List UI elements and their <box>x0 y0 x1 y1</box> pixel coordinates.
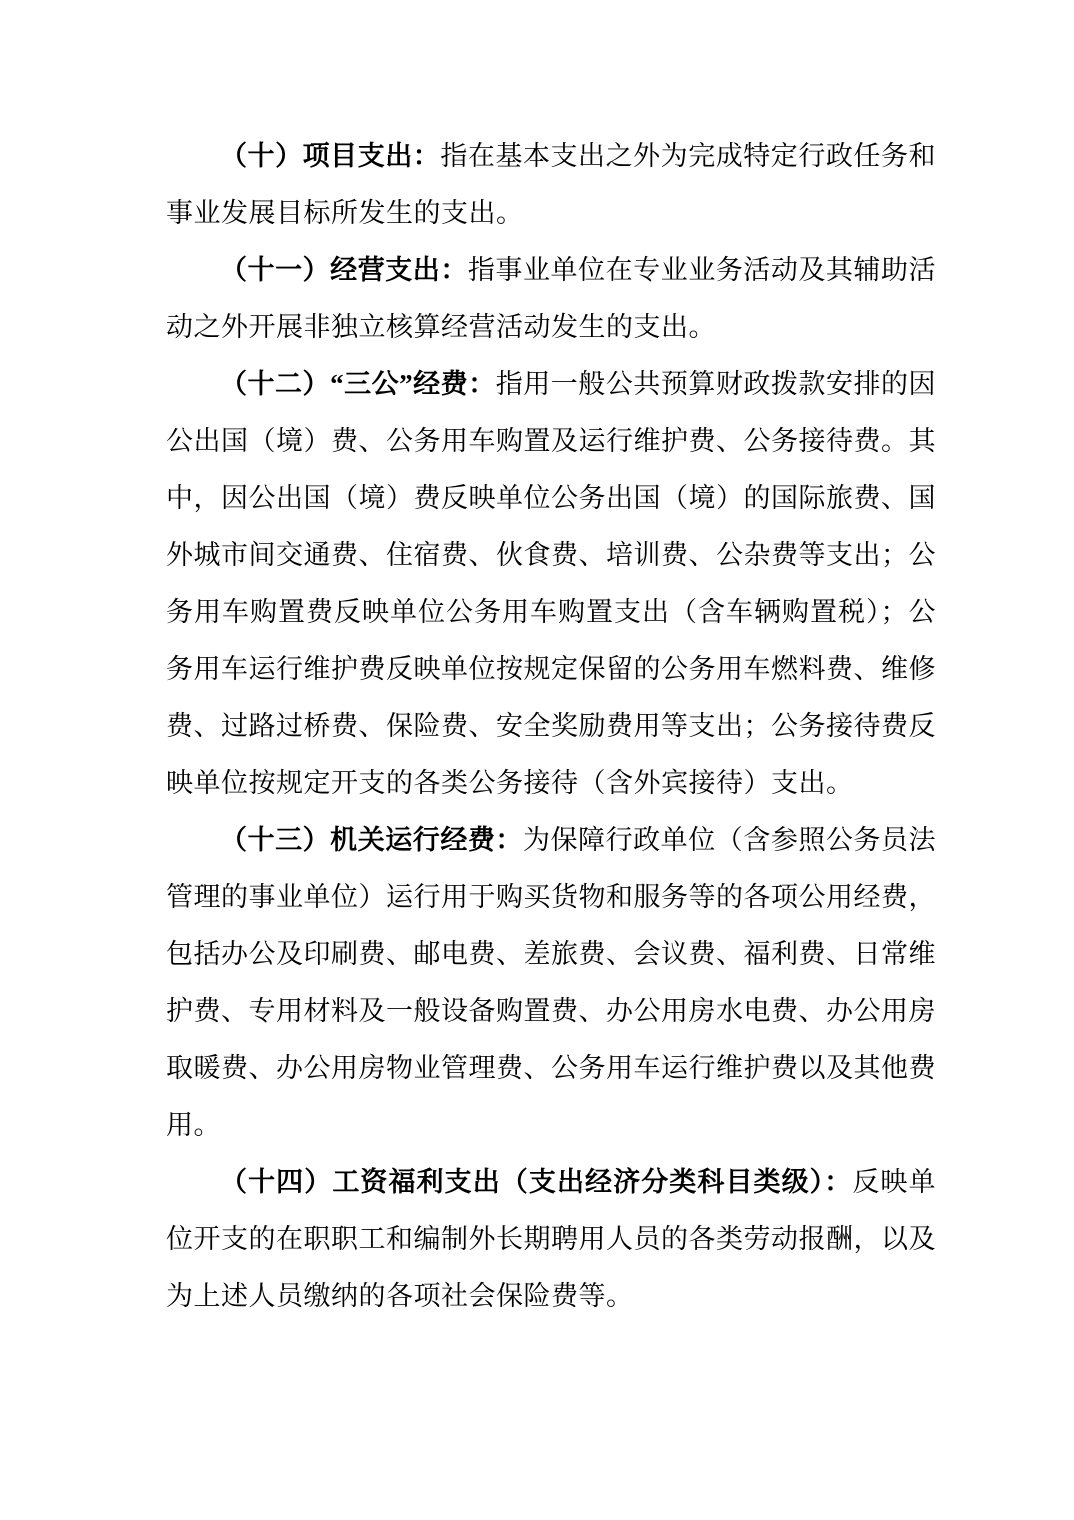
paragraph-body-text: 指事业单位在专业业务活动及其辅助活动之外开展非独立核算经营活动发生的支出。 <box>166 255 937 342</box>
document-body <box>166 128 936 1325</box>
paragraph-body-text: 指用一般公共预算财政拨款安排的因公出国（境）费、公务用车购置及运行维护费、公务接待费。其中，因公出国（境）费反映单位公务出国（境）的国际旅费、国外城市间交通费、住宿费、伙食费、培训费、公杂费等支出；公务用车购置费反映单位公务用车购置支出（含车辆购置税）；公务用车运行维护费反映单位按规定保留的公务用车燃料费、维修费、过路过桥费、保险费、安全奖励费用等支出；公务接待费反映单位按规定开支的各类公务接待（含外宾接待）支出。 <box>166 369 937 798</box>
paragraph-operating-expenditure <box>166 242 936 356</box>
paragraph-heading: （十三）机关运行经费： <box>220 825 523 855</box>
paragraph-heading: （十）项目支出： <box>220 141 441 171</box>
paragraph-salary-welfare-expenditure <box>166 1154 936 1325</box>
paragraph-heading: （十四）工资福利支出（支出经济分类科目类级）： <box>220 1167 853 1197</box>
paragraph-heading: （十二）“三公”经费： <box>220 369 496 399</box>
paragraph-heading: （十一）经营支出： <box>220 255 468 285</box>
paragraph-body-text: 为保障行政单位（含参照公务员法管理的事业单位）运行用于购买货物和服务等的各项公用经费，包括办公及印刷费、邮电费、差旅费、会议费、福利费、日常维护费、专用材料及一般设备购置费、办公用房水电费、办公用房取暖费、办公用房物业管理费、公务用车运行维护费以及其他费用。 <box>166 825 937 1140</box>
paragraph-item-expenditure <box>166 128 936 242</box>
paragraph-body-text: 指在基本支出之外为完成特定行政任务和事业发展目标所发生的支出。 <box>166 141 937 228</box>
paragraph-agency-operating-funds <box>166 812 936 1154</box>
paragraph-three-public-funds <box>166 356 936 812</box>
paragraph-body-text: 反映单位开支的在职职工和编制外长期聘用人员的各类劳动报酬，以及为上述人员缴纳的各项社会保险费等。 <box>166 1167 937 1311</box>
